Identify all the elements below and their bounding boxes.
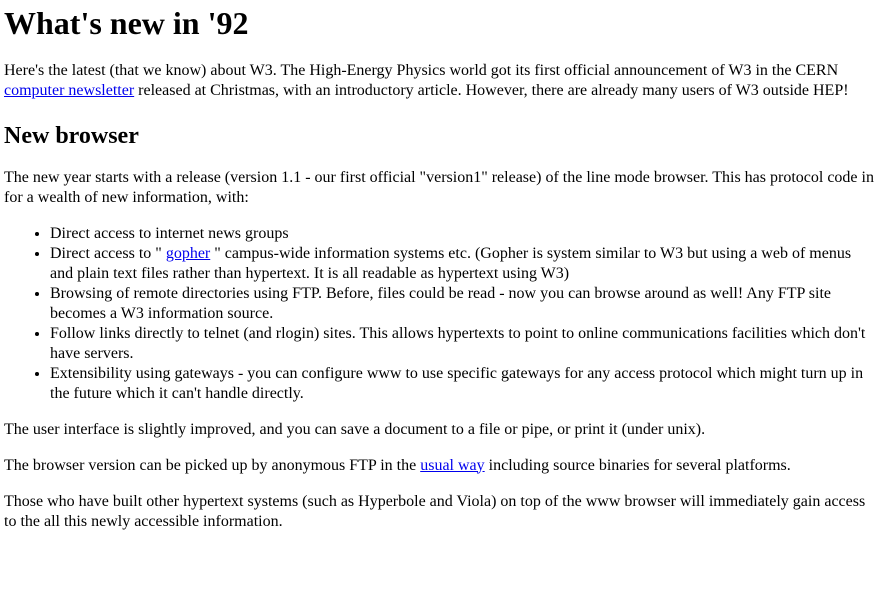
list-item-gateways: • Extensibility using gateways - you can configure www to use specific gateways for any access protocol which might turn up in the future which it can't handle directly. [50, 364, 876, 404]
intro-text-before: Here's the latest (that we know) about W3. The High-Energy Physics world got its first official announcement of W3 in the CERN [4, 62, 839, 80]
release-paragraph: The new year starts with a release (version 1.1 - our first official "version1" release) of the line mode browser. This has protocol code in for a wealth of new information, with: [4, 168, 874, 206]
ftp-text-before: The browser version can be picked up by anonymous FTP in the [4, 456, 421, 474]
hypertext-systems-paragraph: Those who have built other hypertext systems (such as Hyperbole and Viola) on top of the www browser will immediately gain access to the all this newly accessible information. [4, 492, 866, 530]
intro-text-after: released at Christmas, with an introductory article. However, there are already many users of W3 outside HEP! [134, 82, 849, 100]
list-item-gopher [50, 244, 876, 284]
page-title: What's new in '92 [4, 5, 249, 41]
ui-paragraph: The user interface is slightly improved, and you can save a document to a file or pipe, or print it (under unix). [4, 420, 706, 438]
computer-newsletter-link[interactable]: computer newsletter [4, 82, 135, 100]
list-item-telnet: • Follow links directly to telnet (and rlogin) sites. This allows hypertexts to point to online communications facilities which don't have servers. [50, 324, 876, 364]
usual-way-link[interactable]: usual way [420, 456, 485, 474]
intro-paragraph [4, 61, 876, 101]
gopher-text-before: Direct access to " [50, 244, 166, 262]
gopher-text-after: " campus-wide information systems etc. (Gopher is system similar to W3 but using a web of menus and plain text files rather than hypertext. It is all readable as hypertext using W3) [50, 244, 852, 282]
section-heading-new-browser: New browser [4, 123, 139, 150]
list-item-newsgroups: • Direct access to internet news groups [50, 224, 876, 244]
features-list [4, 224, 876, 404]
ftp-text-after: including source binaries for several platforms. [484, 456, 791, 474]
ftp-paragraph [4, 456, 876, 476]
gopher-link[interactable]: gopher [165, 244, 211, 262]
list-item-ftp-browsing: • Browsing of remote directories using FTP. Before, files could be read - now you can browse around as well! Any FTP site becomes a W3 information source. [50, 284, 876, 324]
